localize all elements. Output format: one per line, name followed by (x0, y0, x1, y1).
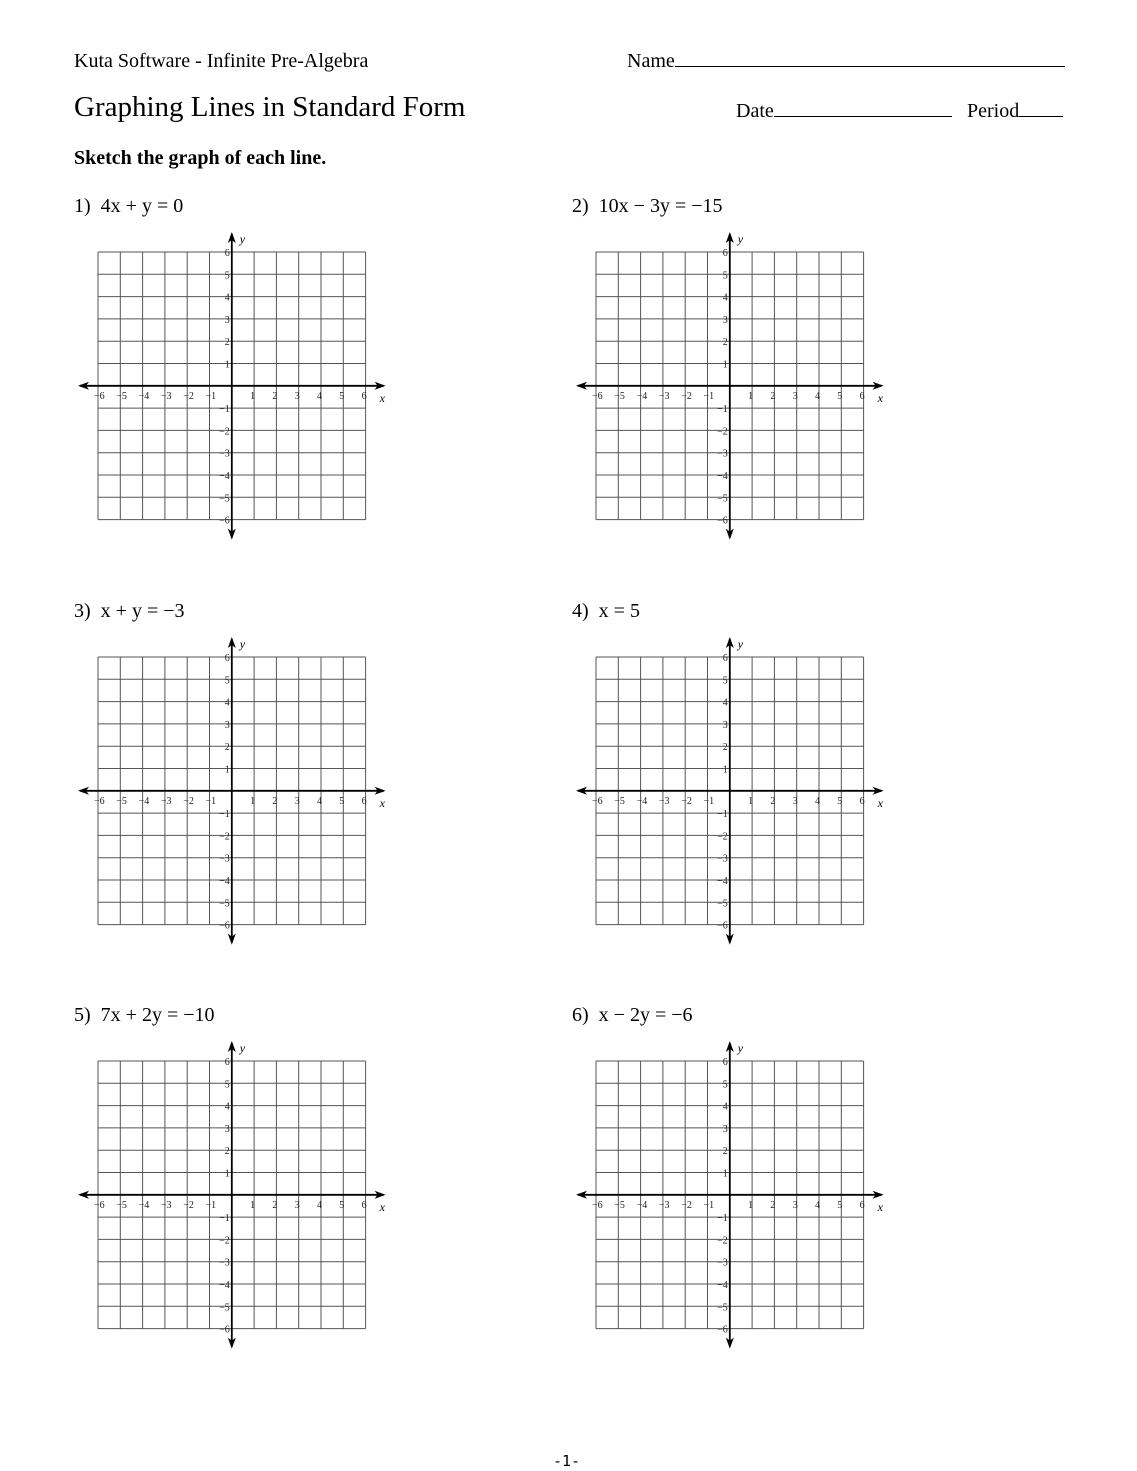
x-axis-label: x (379, 390, 385, 405)
x-tick-label: −4 (636, 795, 648, 807)
graph-1[interactable] (74, 228, 394, 546)
y-tick-label: −6 (219, 920, 230, 932)
y-tick-label: −1 (219, 404, 230, 416)
page-number: -1- (553, 1452, 581, 1470)
y-tick-label: 6 (722, 653, 728, 664)
x-tick-label: 3 (294, 390, 300, 402)
y-tick-label: 3 (722, 314, 728, 326)
problem-5-equation: 7x + 2y = −10 (100, 1004, 215, 1026)
y-tick-label: 1 (722, 1168, 728, 1180)
y-tick-label: 3 (224, 314, 230, 326)
x-tick-label: 6 (361, 390, 367, 402)
x-tick-label: 6 (361, 1199, 367, 1211)
x-axis-label: x (877, 795, 883, 810)
x-tick-label: 3 (294, 1199, 300, 1211)
x-tick-label: −3 (160, 1199, 172, 1211)
y-axis-label: y (239, 637, 246, 651)
y-tick-label: 1 (224, 764, 230, 776)
y-tick-label: 2 (224, 1146, 230, 1158)
y-tick-label: −2 (717, 426, 728, 438)
x-tick-label: −6 (592, 1199, 603, 1211)
x-tick-label: −2 (681, 390, 692, 402)
y-tick-label: 1 (224, 1168, 230, 1180)
y-tick-label: 1 (722, 764, 728, 776)
y-tick-label: −1 (717, 404, 728, 416)
y-axis-label: y (239, 1041, 246, 1055)
x-tick-label: 4 (815, 795, 820, 807)
x-tick-label: −3 (160, 390, 172, 402)
x-tick-label: −2 (681, 795, 692, 807)
y-tick-label: 2 (224, 337, 230, 349)
y-tick-label: −4 (219, 876, 230, 887)
x-tick-label: −1 (205, 795, 217, 807)
x-tick-label: 6 (859, 795, 865, 807)
problem-3-number: 3) (74, 600, 91, 622)
x-tick-label: 4 (317, 1199, 322, 1211)
y-tick-label: −4 (219, 471, 230, 482)
problem-4-number: 4) (572, 600, 589, 622)
problem-6-equation: x − 2y = −6 (598, 1004, 693, 1026)
graph-6[interactable] (572, 1037, 892, 1355)
x-tick-label: 4 (317, 795, 322, 807)
x-tick-label: 4 (317, 390, 322, 402)
graph-5[interactable] (74, 1037, 394, 1355)
x-tick-label: 6 (859, 390, 865, 402)
problem-3-equation: x + y = −3 (100, 600, 185, 622)
x-tick-label: 5 (339, 795, 345, 807)
x-axis-label: x (877, 390, 883, 405)
problem-6-label (572, 1004, 693, 1027)
y-tick-label: −1 (717, 809, 728, 821)
x-tick-label: 4 (815, 390, 820, 402)
x-tick-label: −1 (703, 795, 715, 807)
y-tick-label: −4 (219, 1280, 230, 1291)
problem-1-number: 1) (74, 195, 91, 217)
y-tick-label: 2 (722, 337, 728, 349)
problem-5-label (74, 1004, 215, 1027)
problem-2-number: 2) (572, 195, 589, 217)
name-label: Name (627, 50, 675, 72)
x-axis-label: x (379, 795, 385, 810)
x-tick-label: 1 (250, 795, 256, 807)
y-tick-label: 4 (722, 1101, 728, 1113)
y-tick-label: 3 (224, 1123, 230, 1135)
y-tick-label: 6 (224, 248, 230, 259)
y-tick-label: −6 (717, 920, 728, 932)
y-tick-label: −3 (717, 1257, 728, 1269)
y-tick-label: −2 (219, 1235, 230, 1247)
y-axis-label: y (737, 1041, 744, 1055)
y-tick-label: −4 (717, 876, 728, 887)
period-blank (1019, 100, 1063, 117)
y-tick-label: 4 (224, 697, 230, 709)
x-tick-label: −5 (614, 1199, 625, 1211)
x-tick-label: −4 (138, 1199, 150, 1211)
y-tick-label: −6 (219, 1324, 230, 1336)
y-tick-label: 4 (224, 292, 230, 304)
x-tick-label: −2 (681, 1199, 692, 1211)
y-tick-label: 3 (224, 719, 230, 731)
y-tick-label: −3 (717, 853, 728, 865)
y-tick-label: 1 (722, 359, 728, 371)
problem-2-label (572, 195, 723, 218)
x-tick-label: 3 (294, 795, 300, 807)
problem-4-label (572, 600, 640, 623)
x-tick-label: 3 (792, 1199, 798, 1211)
y-tick-label: −6 (219, 515, 230, 527)
x-tick-label: −2 (183, 795, 194, 807)
x-tick-label: 1 (748, 795, 754, 807)
problem-4-equation: x = 5 (598, 600, 640, 622)
y-axis-label: y (737, 232, 744, 246)
problem-6-number: 6) (572, 1004, 589, 1026)
y-tick-label: −5 (219, 1302, 230, 1314)
y-tick-label: −5 (219, 493, 230, 505)
x-tick-label: 5 (837, 1199, 843, 1211)
y-tick-label: 5 (722, 1079, 728, 1091)
y-tick-label: 4 (722, 697, 728, 709)
x-tick-label: −1 (205, 390, 217, 402)
y-axis-label: y (737, 637, 744, 651)
y-tick-label: −4 (717, 471, 728, 482)
y-tick-label: −3 (717, 448, 728, 460)
y-tick-label: −5 (717, 898, 728, 910)
x-tick-label: −1 (205, 1199, 217, 1211)
problem-5-number: 5) (74, 1004, 91, 1026)
y-tick-label: 1 (224, 359, 230, 371)
x-tick-label: −3 (658, 390, 670, 402)
instructions: Sketch the graph of each line. (74, 147, 327, 169)
x-tick-label: −1 (703, 1199, 715, 1211)
y-tick-label: 6 (722, 1057, 728, 1068)
y-tick-label: −3 (219, 853, 230, 865)
y-tick-label: 5 (722, 270, 728, 282)
date-label: Date (736, 100, 774, 122)
y-tick-label: −5 (717, 493, 728, 505)
y-tick-label: 5 (722, 675, 728, 687)
y-tick-label: −2 (219, 426, 230, 438)
x-tick-label: 4 (815, 1199, 820, 1211)
problem-3-label (74, 600, 185, 623)
x-tick-label: 1 (748, 1199, 754, 1211)
x-tick-label: −6 (592, 795, 603, 807)
x-tick-label: −3 (658, 1199, 670, 1211)
y-tick-label: −5 (219, 898, 230, 910)
y-tick-label: 3 (722, 1123, 728, 1135)
graph-2[interactable] (572, 228, 892, 546)
y-tick-label: −2 (219, 831, 230, 843)
y-tick-label: −1 (219, 809, 230, 821)
problem-1-label (74, 195, 183, 218)
page-title: Graphing Lines in Standard Form (74, 91, 466, 123)
x-tick-label: 6 (361, 795, 367, 807)
graph-3[interactable] (74, 633, 394, 951)
y-tick-label: −1 (219, 1213, 230, 1225)
y-tick-label: 2 (722, 1146, 728, 1158)
x-tick-label: 5 (837, 390, 843, 402)
x-tick-label: −2 (183, 1199, 194, 1211)
name-blank (675, 50, 1065, 67)
x-tick-label: 1 (250, 390, 256, 402)
x-tick-label: −5 (116, 1199, 127, 1211)
date-field (736, 100, 952, 123)
y-tick-label: −3 (219, 1257, 230, 1269)
y-tick-label: 2 (224, 742, 230, 754)
y-tick-label: 5 (224, 1079, 230, 1091)
x-tick-label: 3 (792, 390, 798, 402)
x-tick-label: −4 (138, 795, 150, 807)
y-tick-label: 2 (722, 742, 728, 754)
y-tick-label: 4 (224, 1101, 230, 1113)
x-tick-label: 5 (837, 795, 843, 807)
x-tick-label: −6 (592, 390, 603, 402)
publisher-label: Kuta Software - Infinite Pre-Algebra (74, 50, 369, 72)
x-tick-label: −6 (94, 390, 105, 402)
x-tick-label: 2 (770, 1199, 776, 1211)
x-tick-label: −5 (116, 390, 127, 402)
x-tick-label: 2 (770, 390, 776, 402)
problem-1-equation: 4x + y = 0 (100, 195, 184, 217)
name-field (627, 50, 1065, 73)
x-tick-label: −6 (94, 1199, 105, 1211)
y-tick-label: −5 (717, 1302, 728, 1314)
x-tick-label: 1 (748, 390, 754, 402)
date-blank (774, 100, 952, 117)
period-label: Period (967, 100, 1020, 122)
x-tick-label: 2 (770, 795, 776, 807)
x-tick-label: 3 (792, 795, 798, 807)
y-tick-label: −3 (219, 448, 230, 460)
x-tick-label: −3 (160, 795, 172, 807)
x-tick-label: −4 (636, 390, 648, 402)
x-axis-label: x (379, 1199, 385, 1214)
y-tick-label: 6 (224, 1057, 230, 1068)
x-tick-label: −4 (138, 390, 150, 402)
x-tick-label: 2 (272, 1199, 278, 1211)
x-tick-label: −3 (658, 795, 670, 807)
x-tick-label: 5 (339, 390, 345, 402)
y-tick-label: −2 (717, 831, 728, 843)
problem-2-equation: 10x − 3y = −15 (598, 195, 723, 217)
x-tick-label: 6 (859, 1199, 865, 1211)
x-tick-label: 1 (250, 1199, 256, 1211)
x-tick-label: −2 (183, 390, 194, 402)
y-tick-label: 4 (722, 292, 728, 304)
x-tick-label: 5 (339, 1199, 345, 1211)
y-tick-label: −6 (717, 515, 728, 527)
y-tick-label: −1 (717, 1213, 728, 1225)
x-tick-label: 2 (272, 390, 278, 402)
x-axis-label: x (877, 1199, 883, 1214)
x-tick-label: −6 (94, 795, 105, 807)
x-tick-label: −5 (614, 795, 625, 807)
x-tick-label: −4 (636, 1199, 648, 1211)
y-tick-label: 5 (224, 675, 230, 687)
y-tick-label: −6 (717, 1324, 728, 1336)
period-field (967, 100, 1063, 123)
y-tick-label: −4 (717, 1280, 728, 1291)
graph-4[interactable] (572, 633, 892, 951)
y-axis-label: y (239, 232, 246, 246)
x-tick-label: −1 (703, 390, 715, 402)
y-tick-label: 3 (722, 719, 728, 731)
x-tick-label: −5 (614, 390, 625, 402)
y-tick-label: 6 (722, 248, 728, 259)
x-tick-label: −5 (116, 795, 127, 807)
x-tick-label: 2 (272, 795, 278, 807)
y-tick-label: 5 (224, 270, 230, 282)
y-tick-label: −2 (717, 1235, 728, 1247)
y-tick-label: 6 (224, 653, 230, 664)
